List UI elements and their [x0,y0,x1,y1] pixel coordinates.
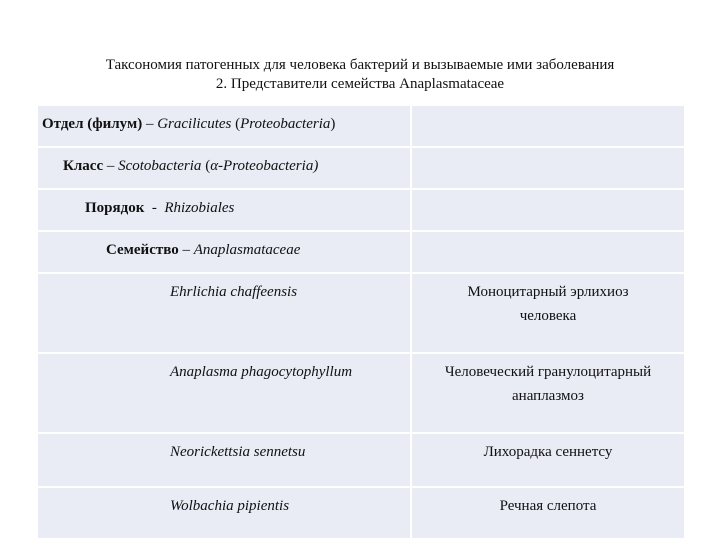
phylum-close: ) [330,116,336,132]
table-row [37,189,685,231]
species-cell: Neorickettsia sennetsu [37,433,411,487]
order-label: Порядок [85,200,145,216]
table-row [37,433,685,487]
class-open: ( [201,158,211,174]
phylum-open: ( [231,116,241,132]
phylum-alt: Proteobacteria [240,116,331,132]
class-dash: – [103,158,119,174]
disease-cell: Лихорадка сеннетсу [411,433,685,487]
empty-cell [411,189,685,231]
order-name: Rhizobiales [164,200,235,216]
title-line-2: 2. Представители семейства Anaplasmataceae [215,76,505,92]
phylum-cell [37,105,411,147]
class-alt: α-Proteobacteria) [210,158,319,174]
taxonomy-table [36,104,686,540]
table-row [37,231,685,273]
page-title [0,56,720,94]
table-row [37,353,685,433]
class-cell [37,147,411,189]
table-row [37,487,685,539]
phylum-label: Отдел (филум) [42,116,143,132]
family-name: Anaplasmataceae [193,242,301,258]
order-dash: - [144,200,165,216]
class-label: Класс [63,158,104,174]
disease-cell: Речная слепота [411,487,685,539]
table-row [37,105,685,147]
empty-cell [411,147,685,189]
disease-cell: Моноцитарный эрлихиоз человека [411,273,685,353]
disease-cell: Человеческий гранулоцитарный анаплазмоз [411,353,685,433]
order-cell [37,189,411,231]
phylum-dash: – [142,116,158,132]
table-row [37,273,685,353]
family-dash: – [178,242,194,258]
table-row [37,147,685,189]
phylum-name: Gracilicutes [157,116,232,132]
species-cell: Wolbachia pipientis [37,487,411,539]
family-label: Семейство [106,242,179,258]
class-name: Scotobacteria [118,158,202,174]
species-cell: Ehrlichia chaffeensis [37,273,411,353]
empty-cell [411,231,685,273]
title-line-1: Таксономия патогенных для человека бактерий и вызываемые ими заболевания [105,57,615,73]
species-cell: Anaplasma phagocytophyllum [37,353,411,433]
family-cell [37,231,411,273]
empty-cell [411,105,685,147]
